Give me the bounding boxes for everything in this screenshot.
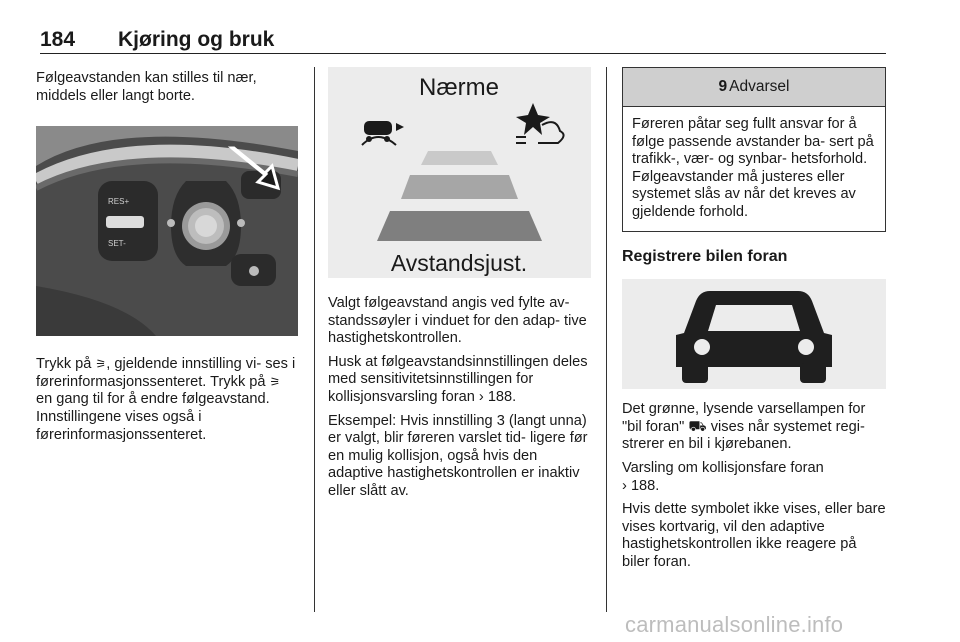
usage-paragraph: Trykk på ⚞, gjeldende innstilling vi- ses i førerinformasjonssenteret. Trykk på ⚞ en gang til for å endre følgeavstand. Innstillingene vises også i førerinformasjonssenteret. — [36, 356, 296, 443]
vehicle-ahead-image — [622, 279, 886, 389]
column-1 — [36, 70, 298, 450]
paragraph-shared-setting: Husk at følgeavstandsinnstillingen deles med sensitivitetsinnstillingen for kollisjonsvarsling foran › 188. — [328, 353, 588, 405]
res-label: RES+ — [108, 197, 130, 207]
paragraph-bars: Valgt følgeavstand angis ved fylte av- standssøyler i vinduet for den adap- tive hastighetskontrollen. — [328, 295, 587, 347]
column-2 — [328, 67, 591, 507]
cross-reference-arrow-icon: › — [478, 388, 484, 405]
page-reference[interactable]: 188 — [630, 477, 656, 494]
warning-title: Advarsel — [729, 78, 790, 96]
chapter-title: Kjøring og bruk — [118, 28, 275, 51]
paragraph-example: Eksempel: Hvis innstilling 3 (langt unna) er valgt, blir føreren varslet tid- ligere før en mulig kollisjon, også hvis den adaptive hastighetskontrollen er inaktiv eller slått av. — [328, 412, 588, 499]
vehicle-ahead-icon: ⛟ — [688, 418, 707, 435]
column-divider-2 — [606, 67, 607, 612]
set-label: SET- — [108, 239, 126, 249]
section-heading: Registrere bilen foran — [622, 247, 788, 265]
page-number: 184 — [40, 28, 76, 51]
steering-wheel-controls-image — [36, 126, 298, 336]
paragraph-no-symbol: Hvis dette symbolet ikke vises, eller bare vises kortvarig, vil den adaptive hastighetskontrollen ikke reagere på biler foran. — [622, 501, 886, 570]
column-3 — [622, 67, 886, 578]
watermark: carmanualsonline.info — [625, 612, 844, 637]
column-divider-1 — [314, 67, 315, 612]
warning-text: Føreren påtar seg fullt ansvar for å følge passende avstander ba- sert på trafikk-, vær- og synbar- hetsforhold. Følgeavstander må justeres eller systemet slås av når det kreves av gjeldende forhold. — [632, 116, 874, 220]
warning-header — [623, 68, 885, 107]
following-distance-icon: ⚞ — [269, 374, 281, 389]
display-title: Nærme — [418, 74, 500, 101]
display-footer: Avstandsjust. — [390, 250, 528, 276]
page-header — [40, 28, 886, 54]
page-reference[interactable]: 188 — [487, 388, 513, 405]
warning-triangle-icon: 9 — [718, 78, 728, 96]
distance-display-image — [328, 67, 591, 278]
header-rule — [40, 53, 886, 54]
paragraph-collision-ref: Varsling om kollisjonsfare foran › 188. — [622, 459, 824, 494]
paragraph-indicator: Det grønne, lysende varsellampen for "bil foran" ⛟ vises når systemet regi- strerer en bil i kjørebanen. — [622, 401, 866, 453]
following-distance-icon: ⚞ — [95, 357, 107, 372]
cross-reference-arrow-icon: › — [622, 477, 627, 494]
intro-paragraph: Følgeavstanden kan stilles til nær, middels eller langt borte. — [36, 70, 257, 104]
warning-box — [622, 67, 886, 232]
